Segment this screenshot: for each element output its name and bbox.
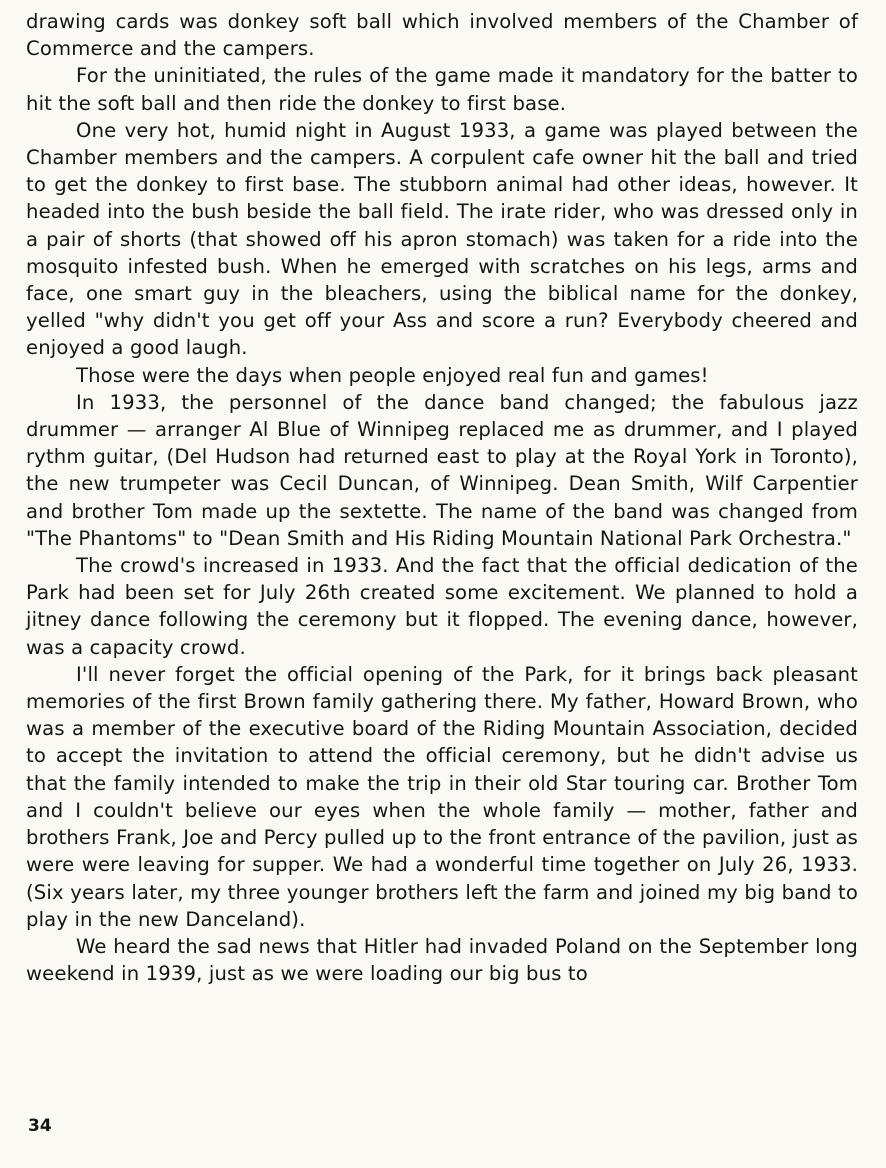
paragraph-game-rules: For the uninitiated, the rules of the game made it mandatory for the batter to hit the soft ball and then ride the donkey to first base. (26, 64, 858, 115)
paragraph-hitler-news: We heard the sad news that Hitler had invaded Poland on the September long weekend in 1939, just as we were loading our big bus to (26, 934, 858, 986)
paragraph-fun-and-games: Those were the days when people enjoyed real fun and games! (76, 363, 709, 387)
paragraph-official-opening: I'll never forget the official opening of the Park, for it brings back pleasant memories of the first Brown family gathering there. My father, Howard Brown, who was a member of the executive board of the Riding Mountain Association, decided to accept the invitation to attend the official ceremony, but he didn't advise us that the family intended to make the trip in their old Star touring car. Brother Tom and I couldn't believe our eyes when the whole family — mother, father and brothers Frank, Joe and Percy pulled up to the front entrance of the pavilion, just as were were leaving for supper. We had a wonderful time together on July 26, 1933. (Six years later, my three younger brothers left the farm and joined my big band to play in the new Danceland). (26, 662, 858, 931)
paragraph-park-dedication: The crowd's increased in 1933. And the fact that the official dedication of the Park had been set for July 26th created some excitement. We planned to hold a jitney dance following the ceremony but it flopped. The evening dance, however, was a capacity crowd. (26, 554, 858, 659)
paragraph-band-personnel: In 1933, the personnel of the dance band changed; the fabulous jazz drummer — arranger Al Blue of Winnipeg replaced me as drummer, and I played rythm guitar, (Del Hudson had returned east to play at the Royal York in Toronto), the new trumpeter was Cecil Duncan, of Winnipeg. Dean Smith, Wilf Carpentier and brother Tom made up the sextette. The name of the band was changed from "The Phantoms" to "Dean Smith and His Riding Mountain National Park Orchestra." (26, 390, 858, 550)
page-body (26, 8, 858, 987)
paragraph-donkey-softball: drawing cards was donkey soft ball which involved members of the Chamber of Commerce and the campers. (26, 10, 858, 61)
page-number: 34 (28, 1116, 52, 1136)
paragraph-august-game: One very hot, humid night in August 1933, a game was played between the Chamber members and the campers. A corpulent cafe owner hit the ball and tried to get the donkey to first base. The stubborn animal had other ideas, however. It headed into the bush beside the ball field. The irate rider, who was dressed only in a pair of shorts (that showed off his apron stomach) was taken for a ride into the mosquito infested bush. When he emerged with scratches on his legs, arms and face, one smart guy in the bleachers, using the biblical name for the donkey, yelled "why didn't you get off your Ass and score a run? Everybody cheered and enjoyed a good laugh. (26, 118, 858, 360)
